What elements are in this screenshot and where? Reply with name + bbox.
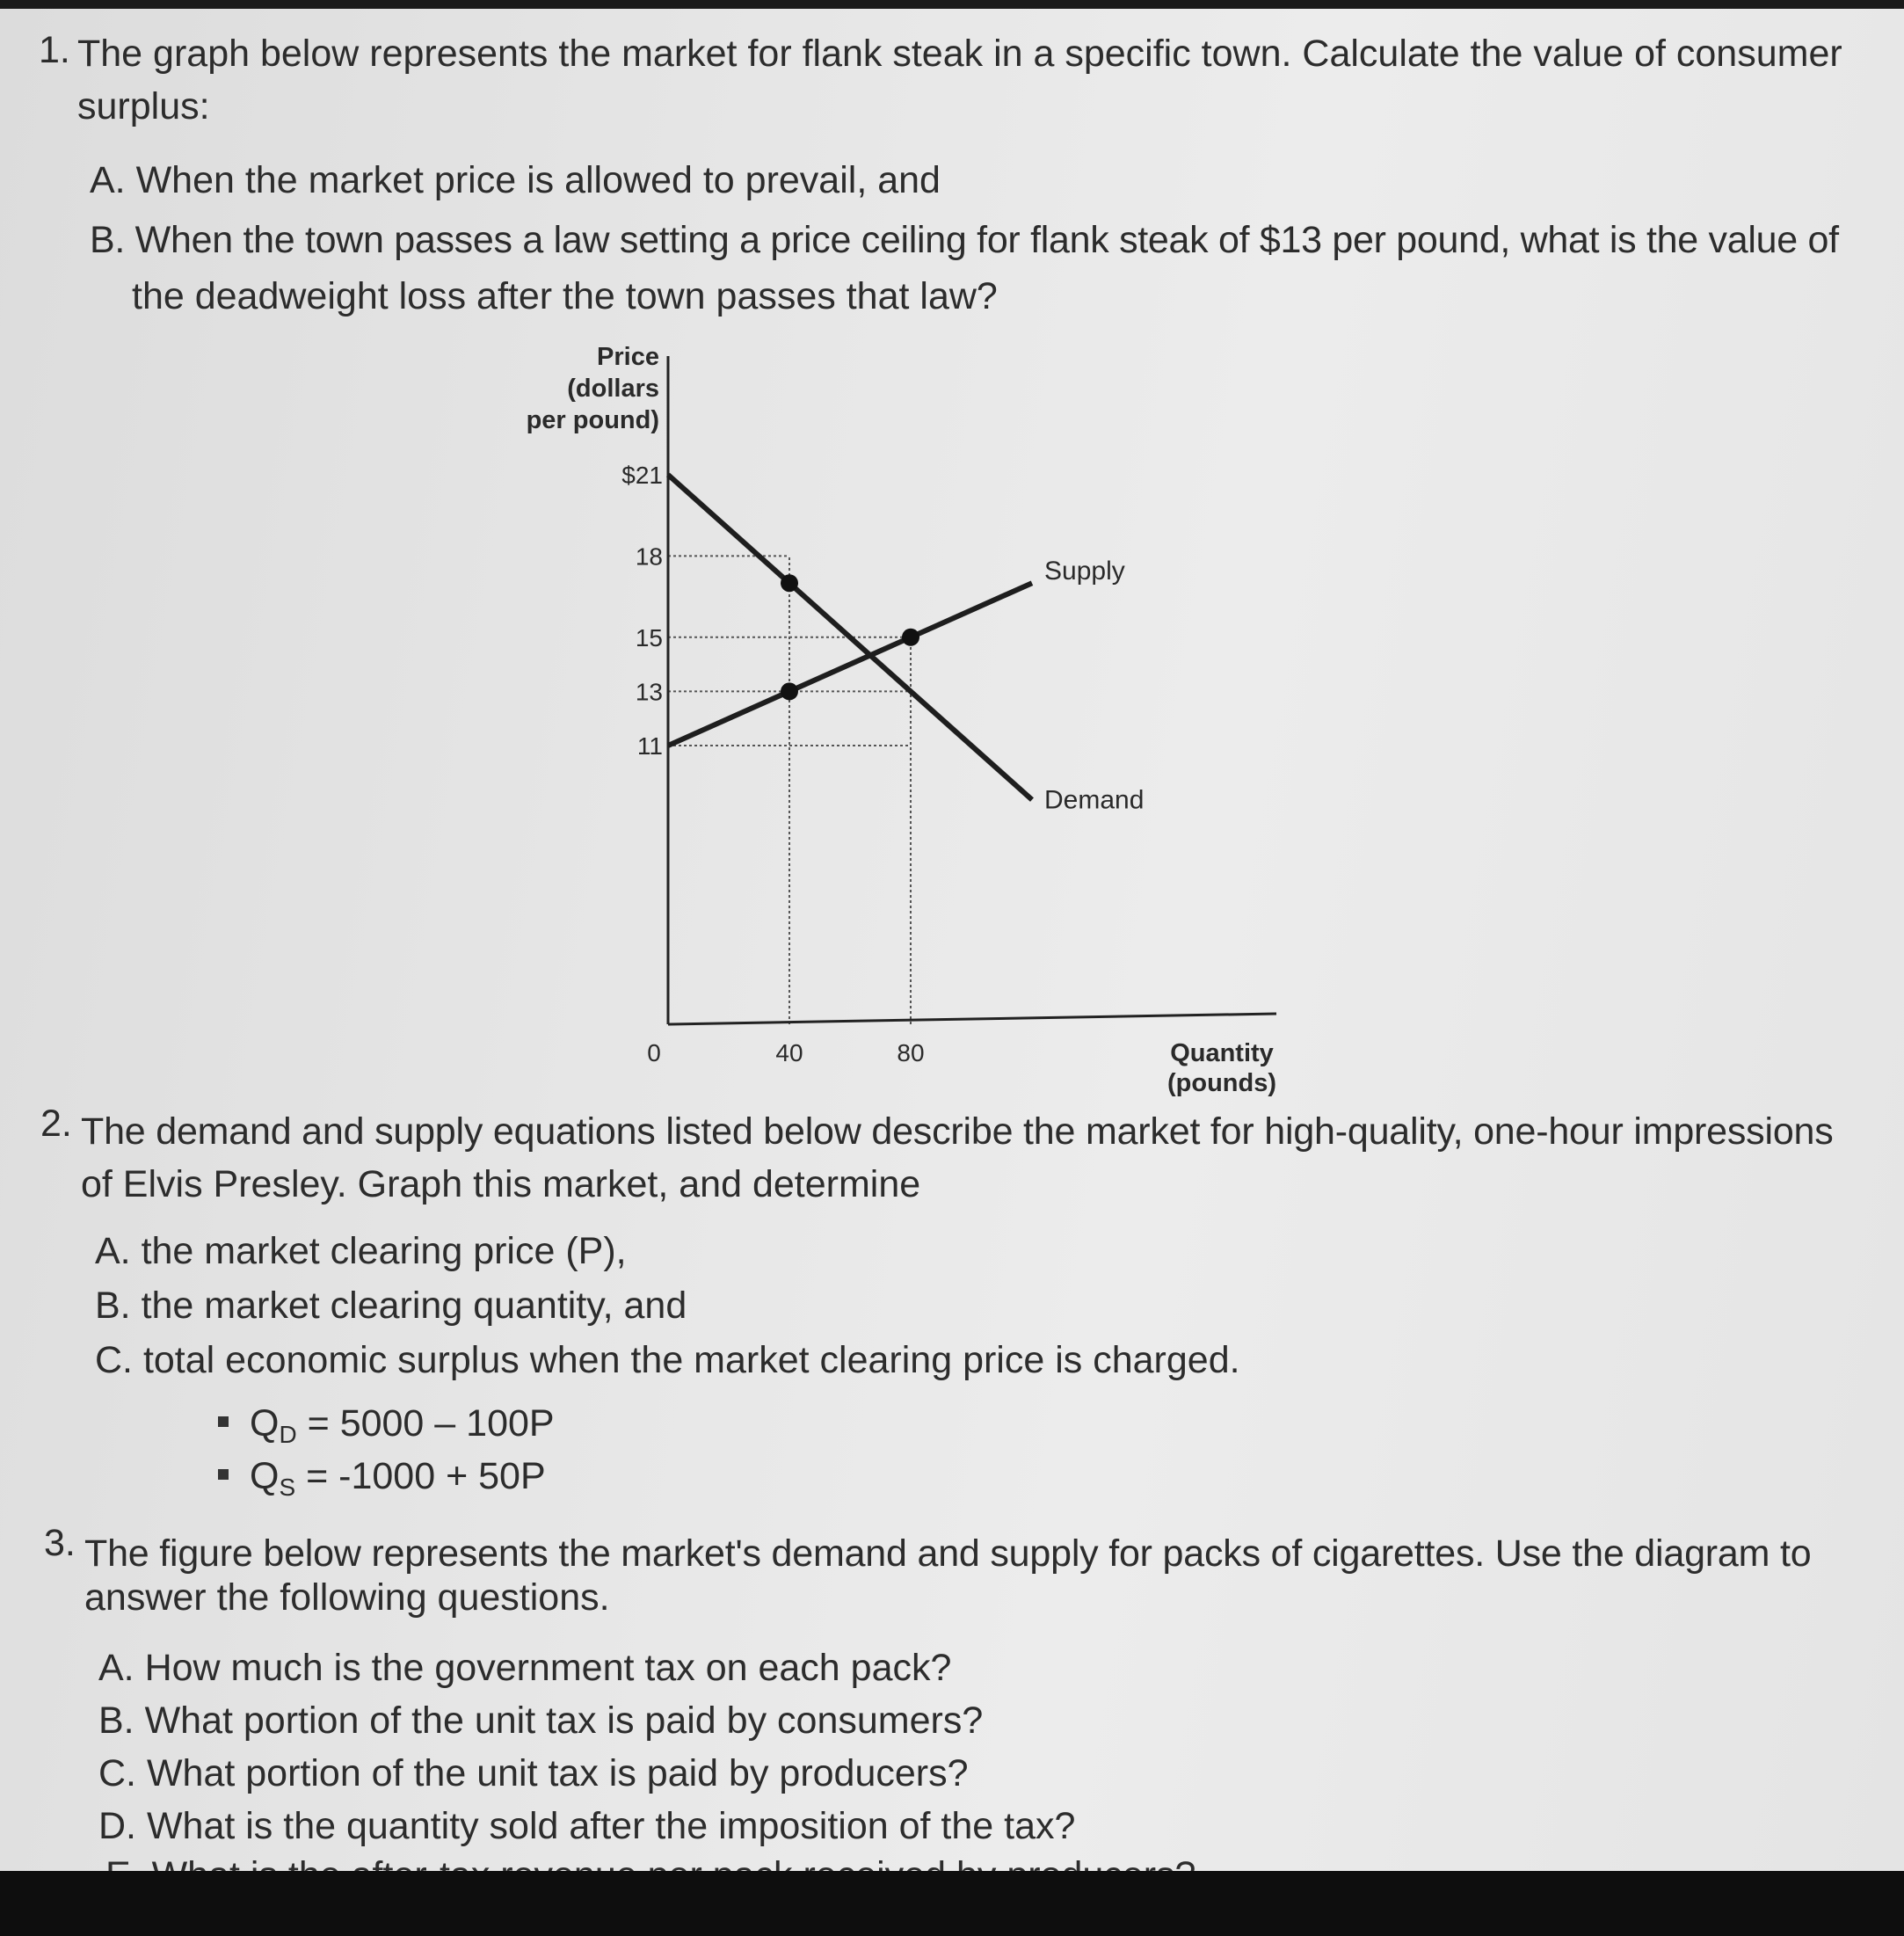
y-tick-labels	[621, 462, 663, 760]
y-axis-title	[527, 343, 659, 434]
bullet-marker	[218, 1469, 229, 1480]
y-tick-label: 18	[635, 542, 663, 571]
curves	[668, 475, 1144, 815]
bullet-marker	[218, 1416, 229, 1427]
demand-label: Demand	[1044, 785, 1145, 815]
supply-curve	[668, 583, 1032, 746]
q1-part-b-line2: the deadweight loss after the town passes that law?	[132, 275, 998, 317]
q2-part-b: B. the market clearing quantity, and	[95, 1285, 687, 1327]
data-point	[781, 682, 798, 700]
q3-part-d: D. What is the quantity sold after the imposition of the tax?	[98, 1805, 1076, 1847]
q1-text-line2: surplus:	[77, 85, 210, 127]
x-axis	[668, 1014, 1276, 1024]
q3-number: 3.	[44, 1522, 76, 1564]
y-tick-label: 13	[635, 678, 663, 706]
y-axis-title-line: (dollars	[567, 375, 659, 403]
x-tick-label: 80	[897, 1039, 925, 1066]
q1-number: 1.	[39, 29, 70, 71]
q3-part-c: C. What portion of the unit tax is paid by producers?	[98, 1752, 969, 1794]
q2-text-line2: of Elvis Presley. Graph this market, and determine	[81, 1163, 921, 1205]
eq1-rhs: = 5000 – 100P	[296, 1402, 555, 1445]
q2-part-a: A. the market clearing price (P),	[95, 1230, 627, 1272]
x-tick-label: 0	[647, 1039, 661, 1066]
x-axis-title-line: Quantity	[1170, 1039, 1274, 1067]
supply-label: Supply	[1044, 557, 1125, 586]
q2-text-line1: The demand and supply equations listed below describe the market for high-quality, one-hour impressions	[81, 1110, 1834, 1153]
y-tick-label: $21	[621, 462, 663, 489]
x-axis-title	[1167, 1039, 1276, 1097]
flank-steak-market-chart	[519, 338, 1310, 1103]
y-tick-label: 11	[636, 732, 663, 760]
y-tick-label: 15	[635, 623, 663, 651]
data-point	[781, 574, 798, 592]
eq2-q: Q	[250, 1455, 280, 1497]
q1-part-a: A. When the market price is allowed to prevail, and	[90, 159, 941, 201]
eq2-subscript: S	[279, 1474, 296, 1501]
guide-lines	[668, 556, 911, 1024]
q3-part-e	[105, 1853, 1195, 1873]
bottom-edge	[0, 1871, 1904, 1936]
q3-text-line2: answer the following questions.	[84, 1576, 610, 1619]
axes	[668, 356, 1276, 1024]
q3-text-line1: The figure below represents the market's demand and supply for packs of cigarettes. Use the diagram to	[84, 1532, 1812, 1575]
eq2-rhs: = -1000 + 50P	[295, 1455, 546, 1497]
data-point	[902, 629, 919, 646]
q2-number: 2.	[40, 1103, 72, 1145]
y-axis-title-line: Price	[597, 343, 659, 371]
q3-part-a: A. How much is the government tax on each pack?	[98, 1647, 952, 1689]
y-axis-title-line: per pound)	[526, 406, 659, 434]
q1-part-b-line1: B. When the town passes a law setting a price ceiling for flank steak of $13 per pound, what is the value of	[90, 219, 1839, 261]
eq1-q: Q	[250, 1402, 280, 1445]
x-tick-labels	[647, 1039, 924, 1066]
eq1-subscript: D	[279, 1421, 297, 1448]
supply-equation	[250, 1454, 546, 1510]
q1-text-line1: The graph below represents the market for flank steak in a specific town. Calculate the value of consumer	[77, 33, 1842, 75]
x-tick-label: 40	[775, 1039, 803, 1066]
q3-part-b: B. What portion of the unit tax is paid by consumers?	[98, 1699, 984, 1742]
top-edge	[0, 0, 1904, 9]
q2-part-c: C. total economic surplus when the market clearing price is charged.	[95, 1339, 1240, 1381]
x-axis-title-line: (pounds)	[1166, 1069, 1277, 1097]
demand-equation	[250, 1401, 555, 1457]
